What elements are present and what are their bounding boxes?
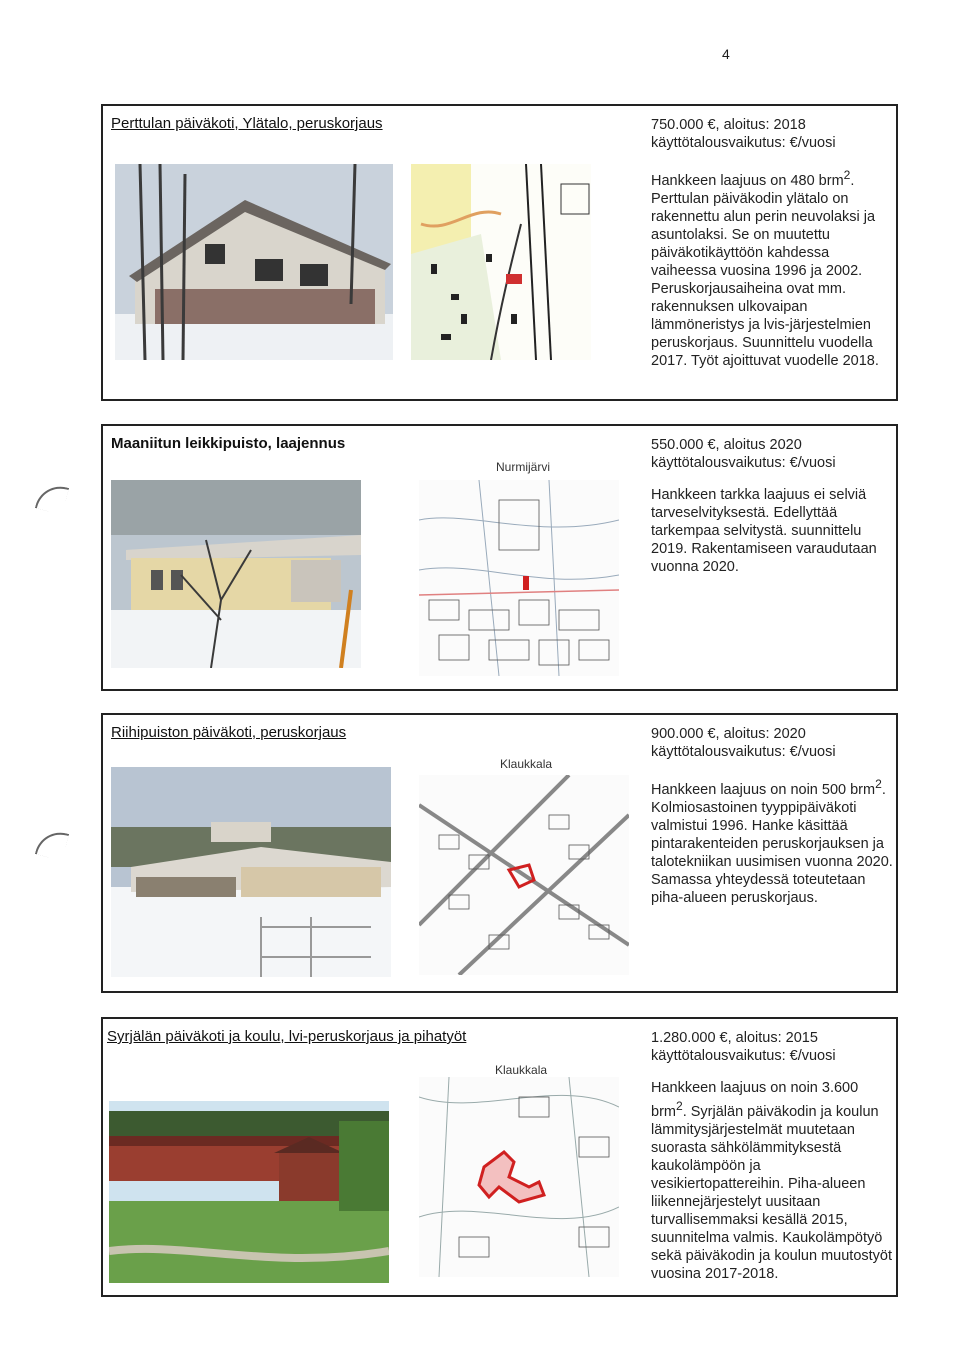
binder-hole-mark (35, 481, 69, 515)
project-card-riihipuisto (101, 713, 898, 993)
description-rest: . Perttulan päiväkodin ylätalo on rakennettu alun perin neuvolaksi ja asuntolaksi. Se on muutettu päiväkotikäyttöön kahdessa vaiheessa vuosina 1996 ja 2002. Peruskorjausaiheina ovat mm. rakennuksen ulkovaipan lämmöneristys ja lvis-järjestelmien peruskorjaus. Suunnittelu vuodella 2017. Työt ajoittuvat vuodelle 2018. (651, 172, 879, 369)
project-description (651, 775, 897, 907)
location-map (419, 480, 619, 676)
operating-impact: käyttötalousvaikutus: €/vuosi (651, 455, 836, 471)
map-location-label: Klaukkala (500, 757, 553, 771)
map-location-label: Klaukkala (495, 1063, 548, 1077)
unit-superscript: 2 (843, 168, 851, 182)
unit-superscript: 2 (675, 1099, 683, 1113)
project-info (651, 436, 897, 576)
location-map (419, 775, 629, 975)
binder-hole-mark (35, 827, 69, 861)
project-cost: 900.000 €, aloitus: 2020 (651, 726, 806, 742)
description-rest: . Syrjälän päiväkodin ja koulun lämmitysjärjestelmät muutetaan suorasta sähkölämmityksestä kaukolämpöön ja vesikiertopattereihin. Piha-alueen liikennejärjestelyt uusitaan turvallisemmaksi kesällä 2015, suunnitelma valmis. Kaukolämpötyö sekä päiväkodin ja koulun muutostyöt vuosina 2017-2018. (651, 1103, 893, 1282)
project-cost: 750.000 €, aloitus: 2018 (651, 117, 806, 133)
project-cost: 550.000 €, aloitus 2020 (651, 437, 802, 453)
project-card-syrjala (101, 1017, 898, 1297)
project-info (651, 1029, 897, 1283)
project-title: Perttulan päiväkoti, Ylätalo, peruskorjaus (111, 115, 383, 132)
description-start: Hankkeen laajuus on 480 brm (651, 172, 844, 189)
project-card-perttula (101, 104, 898, 401)
project-cost: 1.280.000 €, aloitus: 2015 (651, 1030, 818, 1046)
location-map (419, 1077, 619, 1277)
project-title: Riihipuiston päiväkoti, peruskorjaus (111, 724, 347, 741)
map-location-label: Nurmijärvi (496, 460, 550, 474)
project-card-maaniitty (101, 424, 898, 691)
project-description (651, 1079, 897, 1283)
project-photo (109, 1101, 389, 1283)
project-photo (111, 767, 391, 977)
page-number: 4 (722, 46, 730, 62)
project-title: Maaniitun leikkipuisto, laajennus (111, 435, 346, 452)
project-description (651, 166, 897, 370)
location-map (411, 164, 591, 360)
operating-impact: käyttötalousvaikutus: €/vuosi (651, 135, 836, 151)
project-title: Syrjälän päiväkoti ja koulu, lvi-peruskorjaus ja pihatyöt (107, 1028, 467, 1045)
project-info (651, 725, 897, 907)
unit-superscript: 2 (875, 777, 882, 791)
description-start: Hankkeen laajuus on noin 3.600 brm (651, 1080, 859, 1120)
description-rest: . Kolmiosastoinen tyyppipäiväkoti valmistui 1996. Hanke käsittää pintarakenteiden peruskorjauksen ja talotekniikan uusimisen vuonna 2020. Samassa yhteydessä toteutetaan piha-alueen peruskorjaus. (651, 781, 893, 906)
project-photo (111, 480, 361, 668)
operating-impact: käyttötalousvaikutus: €/vuosi (651, 744, 836, 760)
description-start: Hankkeen laajuus on noin 500 brm (651, 781, 876, 798)
project-info (651, 116, 897, 370)
operating-impact: käyttötalousvaikutus: €/vuosi (651, 1048, 836, 1064)
project-photo (115, 164, 393, 360)
project-description: Hankkeen tarkka laajuus ei selviä tarveselvityksestä. Edellyttää tarkempaa selvitystä. suunnittelu 2019. Rakentamiseen varaudutaan vuonna 2020. (651, 487, 877, 575)
